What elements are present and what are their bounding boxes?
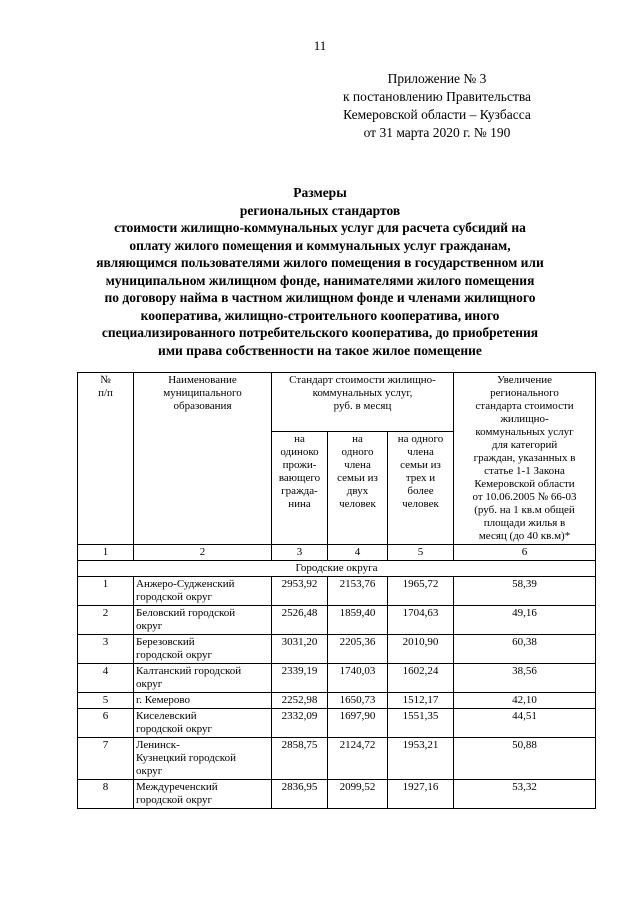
appendix-line: от 31 марта 2020 г. № 190 (363, 125, 511, 140)
appendix-reference (322, 70, 552, 142)
cost-two-person: 1740,03 (328, 664, 388, 693)
cost-single: 2836,95 (272, 780, 328, 809)
standards-table (77, 372, 596, 809)
cost-two-person: 1697,90 (328, 709, 388, 738)
title-line: региональных стандартов (239, 202, 401, 218)
standard-increase: 42,10 (454, 693, 596, 709)
cost-three-plus: 1965,72 (388, 577, 454, 606)
row-number: 2 (78, 606, 134, 635)
cost-two-person: 2205,36 (328, 635, 388, 664)
title-line: стоимости жилищно-коммунальных услуг для расчета субсидий на (114, 220, 526, 235)
table-row (78, 709, 596, 738)
header-sub-single: на одиноко прожи- вающего гражда- нина (272, 431, 328, 544)
standard-increase: 60,38 (454, 635, 596, 664)
row-number: 1 (78, 577, 134, 606)
municipality-name-line: Березовский (136, 636, 195, 648)
cost-three-plus: 1551,35 (388, 709, 454, 738)
municipality-name-line: округ (136, 678, 163, 690)
section-title: Городские округа (78, 561, 596, 577)
cost-single: 2953,92 (272, 577, 328, 606)
municipality-name (134, 577, 272, 606)
page-number: 11 (313, 38, 327, 53)
row-number: 7 (78, 738, 134, 780)
cost-two-person: 1650,73 (328, 693, 388, 709)
column-number: 6 (454, 545, 596, 561)
municipality-name-line: Кузнецкий городской (136, 752, 236, 764)
cost-three-plus: 1927,16 (388, 780, 454, 809)
cost-three-plus: 2010,90 (388, 635, 454, 664)
cost-two-person: 2124,72 (328, 738, 388, 780)
header-sub-three: на одного члена семьи из трех и более человек (388, 431, 454, 544)
table-row (78, 780, 596, 809)
table-row (78, 693, 596, 709)
cost-two-person: 2099,52 (328, 780, 388, 809)
municipality-name-line: Беловский городской (136, 607, 236, 619)
column-number: 3 (272, 545, 328, 561)
title-line: Размеры (293, 185, 347, 200)
table-row (78, 577, 596, 606)
column-number: 4 (328, 545, 388, 561)
cost-single: 2858,75 (272, 738, 328, 780)
title-line: по договору найма в частном жилищном фонде и членами жилищного (104, 290, 536, 305)
standard-increase: 38,56 (454, 664, 596, 693)
standard-increase: 58,39 (454, 577, 596, 606)
municipality-name-line: городской округ (136, 649, 213, 661)
header-col-num: № п/п (78, 373, 134, 545)
title-line: ими права собственности на такое жилое помещение (158, 342, 482, 358)
standard-increase: 49,16 (454, 606, 596, 635)
municipality-name-line: округ (136, 620, 163, 632)
municipality-name (134, 738, 272, 780)
header-col-increase: Увеличение регионального стандарта стоимости жилищно- коммунальных услуг для категорий граждан, указанных в статье 1-1 Закона Кемеровской области от 10.06.2005 № 66-03 (руб. на 1 кв.м общей площади жилья в месяц (до 40 кв.м)* (454, 373, 596, 545)
municipality-name-line: городской округ (136, 794, 213, 806)
municipality-name-line: Анжеро-Судженский (136, 578, 235, 590)
municipality-name-line: г. Кемерово (136, 694, 191, 706)
cost-single: 2252,98 (272, 693, 328, 709)
standard-increase: 50,88 (454, 738, 596, 780)
municipality-name-line: Калтанский городской (136, 665, 242, 677)
municipality-name (134, 606, 272, 635)
table-row (78, 606, 596, 635)
title-line: специализированного потребительского кооператива, до приобретения (101, 325, 539, 340)
municipality-name-line: городской округ (136, 723, 213, 735)
row-number: 6 (78, 709, 134, 738)
table-body (78, 577, 596, 809)
table-row (78, 664, 596, 693)
title-line: оплату жилого помещения и коммунальных услуг гражданам, (129, 237, 511, 253)
section-row (78, 561, 596, 577)
appendix-line: Приложение № 3 (387, 71, 487, 86)
row-number: 5 (78, 693, 134, 709)
cost-three-plus: 1602,24 (388, 664, 454, 693)
municipality-name-line: округ (136, 765, 163, 777)
cost-two-person: 2153,76 (328, 577, 388, 606)
cost-three-plus: 1512,17 (388, 693, 454, 709)
appendix-line: к постановлению Правительства (342, 89, 532, 104)
municipality-name (134, 780, 272, 809)
appendix-line: Кемеровской области – Кузбасса (343, 107, 531, 122)
title-line: кооператива, жилищно-строительного кооператива, иного (140, 307, 500, 323)
municipality-name (134, 664, 272, 693)
municipality-name-line: Киселевский (136, 710, 197, 722)
header-col-standard: Стандарт стоимости жилищно- коммунальных услуг, руб. в месяц (272, 373, 454, 432)
cost-single: 2332,09 (272, 709, 328, 738)
column-number: 2 (134, 545, 272, 561)
cost-single: 2526,48 (272, 606, 328, 635)
municipality-name (134, 709, 272, 738)
column-number: 5 (388, 545, 454, 561)
table-row (78, 738, 596, 780)
municipality-name (134, 635, 272, 664)
cost-two-person: 1859,40 (328, 606, 388, 635)
municipality-name (134, 693, 272, 709)
cost-three-plus: 1704,63 (388, 606, 454, 635)
row-number: 8 (78, 780, 134, 809)
column-number-row (78, 545, 596, 561)
table-header-row (78, 373, 596, 432)
standard-increase: 44,51 (454, 709, 596, 738)
cost-single: 2339,19 (272, 664, 328, 693)
row-number: 4 (78, 664, 134, 693)
header-sub-two: на одного члена семьи из двух человек (328, 431, 388, 544)
title-line: муниципальном жилищном фонде, нанимателями жилого помещения (105, 272, 535, 288)
municipality-name-line: Междуреченский (136, 781, 218, 793)
cost-three-plus: 1953,21 (388, 738, 454, 780)
header-col-name: Наименование муниципального образования (134, 373, 272, 545)
standard-increase: 53,32 (454, 780, 596, 809)
document-title (30, 184, 610, 359)
municipality-name-line: городской округ (136, 591, 213, 603)
row-number: 3 (78, 635, 134, 664)
column-number: 1 (78, 545, 134, 561)
table-row (78, 635, 596, 664)
municipality-name-line: Ленинск- (136, 739, 180, 751)
title-line: являющимся пользователями жилого помещения в государственном или (96, 255, 544, 270)
cost-single: 3031,20 (272, 635, 328, 664)
